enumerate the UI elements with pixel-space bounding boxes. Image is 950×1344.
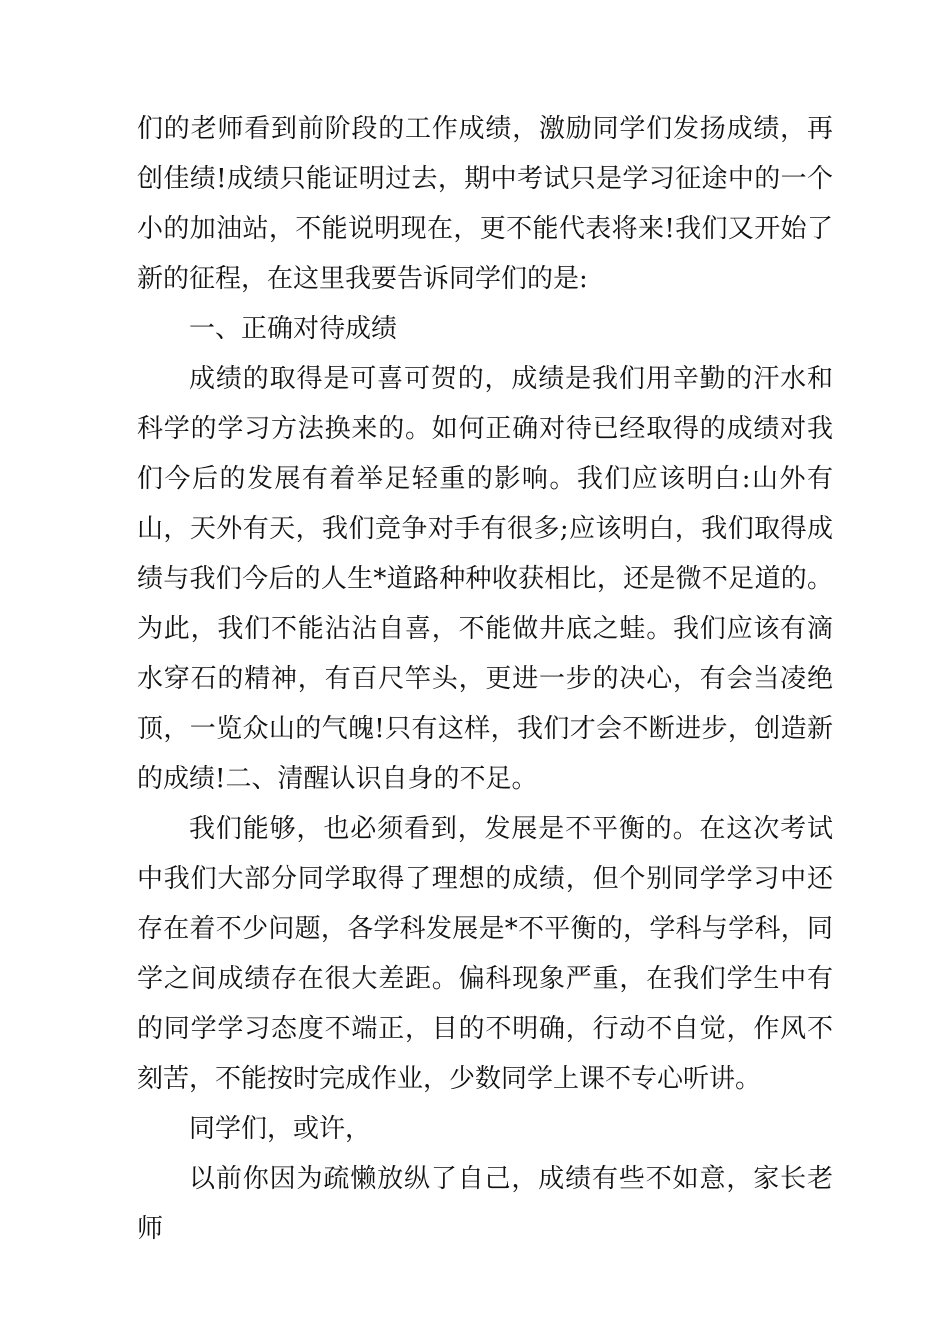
section-heading-1: 一、正确对待成绩 bbox=[189, 314, 398, 344]
paragraph-4: 同学们，或许， bbox=[189, 1114, 372, 1144]
paragraph-2: 成绩的取得是可喜可贺的，成绩是我们用辛勤的汗水和科学的学习方法换来的。如何正确对待已经取得的成绩对我们今后的发展有着举足轻重的影响。我们应该明白:山外有山，天外有天，我们竞争对手有很多;应该明白，我们取得成绩与我们今后的人生*道路种种收获相比，还是微不足道的。为此，我们不能沾沾自喜，不能做井底之蛙。我们应该有滴水穿石的精神，有百尺竿头，更进一步的决心，有会当凌绝顶，一览众山的气魄!只有这样，我们才会不断进步，创造新的成绩!二、清醒认识自身的不足。 bbox=[137, 364, 833, 794]
paragraph-1: 们的老师看到前阶段的工作成绩，激励同学们发扬成绩，再创佳绩!成绩只能证明过去，期中考试只是学习征途中的一个小的加油站，不能说明现在，更不能代表将来!我们又开始了新的征程，在这里我要告诉同学们的是: bbox=[137, 114, 833, 294]
paragraph-3: 我们能够，也必须看到，发展是不平衡的。在这次考试中我们大部分同学取得了理想的成绩，但个别同学学习中还存在着不少问题，各学科发展是*不平衡的，学科与学科，同学之间成绩存在很大差距。偏科现象严重，在我们学生中有的同学学习态度不端正，目的不明确，行动不自觉，作风不刻苦，不能按时完成作业，少数同学上课不专心听讲。 bbox=[137, 814, 833, 1094]
document-body bbox=[137, 104, 833, 1254]
paragraph-5: 以前你因为疏懒放纵了自己，成绩有些不如意，家长老师 bbox=[137, 1164, 833, 1244]
